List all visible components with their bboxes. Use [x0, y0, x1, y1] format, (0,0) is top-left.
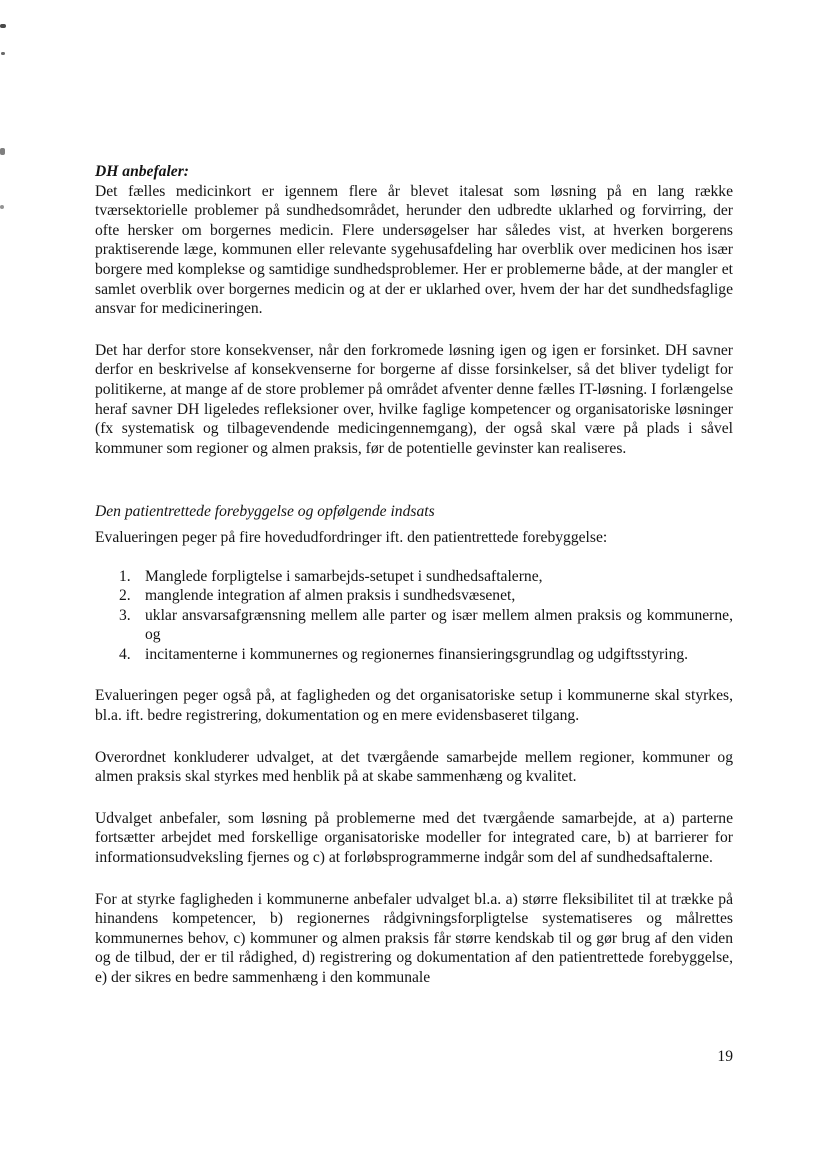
paragraph-konklusion: Overordnet konkluderer udvalget, at det tværgående samarbejde mellem regioner, kommuner og almen praksis skal styrkes med henblik på at skabe sammenhæng og kvalitet. [95, 748, 733, 786]
list-item-text: Manglede forpligtelse i samarbejds-setupet i sundhedsaftalerne, [145, 567, 543, 585]
list-item [95, 606, 733, 645]
list-intro: Evalueringen peger på fire hovedudfordringer ift. den patientrettede forebyggelse: [95, 528, 608, 546]
list-item [95, 586, 733, 606]
paragraph-medicinkort: Det fælles medicinkort er igennem flere år blevet italesat som løsning på en lang række tværsektorielle problemer på sundhedsområdet, herunder den udbredte uklarhed og forvirring, der ofte hersker om borgernes medicin. Flere undersøgelser har således vist, at hverken borgerens praktiserende læge, kommunen eller relevante sygehusafdeling har overblik over medicinen hos især borgere med komplekse og samtidige sundhedsproblemer. Her er problemerne både, at der mangler et samlet overblik over borgernes medicin og at der er uklarhed over, hvem der har det sundhedsfaglige ansvar for medicineringen. [95, 182, 733, 318]
scan-artifact [0, 148, 5, 155]
list-item [95, 645, 733, 665]
list-item [95, 567, 733, 587]
list-item-text: uklar ansvarsafgrænsning mellem alle parter og især mellem almen praksis og kommunerne, og [145, 606, 733, 644]
list-item-text: manglende integration af almen praksis i sundhedsvæsenet, [145, 587, 516, 605]
paragraph-anbefaling-samarbejde: Udvalget anbefaler, som løsning på problemerne med det tværgående samarbejde, at a) parterne fortsætter arbejdet med forskellige organisatoriske modeller for integrated care, b) at barrierer for informationsudveksling fjernes og c) at forløbsprogrammerne indgår som del af sundhedsaftalerne. [95, 809, 733, 867]
list-item-number: 2. [119, 587, 131, 605]
section-heading: DH anbefaler: [95, 163, 189, 180]
page-content [95, 162, 733, 988]
numbered-list [95, 567, 733, 665]
page-number: 19 [717, 1048, 733, 1065]
subsection-heading: Den patientrettede forebyggelse og opfølgende indsats [95, 503, 435, 521]
list-item-number: 4. [119, 645, 131, 663]
list-item-text: incitamenterne i kommunernes og regionernes finansieringsgrundlag og udgiftsstyring. [145, 645, 689, 663]
paragraph-anbefaling-faglighed: For at styrke fagligheden i kommunerne anbefaler udvalget bl.a. a) større fleksibilitet til at trække på hinandens kompetencer, b) regionernes rådgivningsforpligtelse systematiseres og målrettes kommunernes behov, c) kommuner og almen praksis får større kendskab til og gør brug af den viden og de tilbud, der er til rådighed, d) registrering og dokumentation af den patientrettede forebyggelse, e) der sikres en bedre sammenhæng i den kommunale [95, 890, 733, 986]
scan-artifact [1, 52, 5, 55]
list-item-number: 1. [119, 567, 131, 585]
scan-artifact [0, 205, 4, 209]
list-item-number: 3. [119, 606, 131, 624]
paragraph-faglighed-setup: Evalueringen peger også på, at fagligheden og det organisatoriske setup i kommunerne skal styrkes, bl.a. ift. bedre registrering, dokumentation og en mere evidensbaseret tilgang. [95, 687, 733, 725]
scan-artifact [0, 24, 6, 28]
paragraph-konsekvenser: Det har derfor store konsekvenser, når den forkromede løsning igen og igen er forsinket. DH savner derfor en beskrivelse af konsekvenserne for borgerne af disse forsinkelser, så det bliver tydeligt for politikerne, at mange af de store problemer på området afventer denne fælles IT-løsning. I forlængelse heraf savner DH ligeledes refleksioner over, hvilke faglige kompetencer og organisatoriske løsninger (fx systematisk og tilbagevendende medicingennemgang), der også skal være på plads i såvel kommuner som regioner og almen praksis, før de potentielle gevinster kan realiseres. [95, 341, 733, 457]
